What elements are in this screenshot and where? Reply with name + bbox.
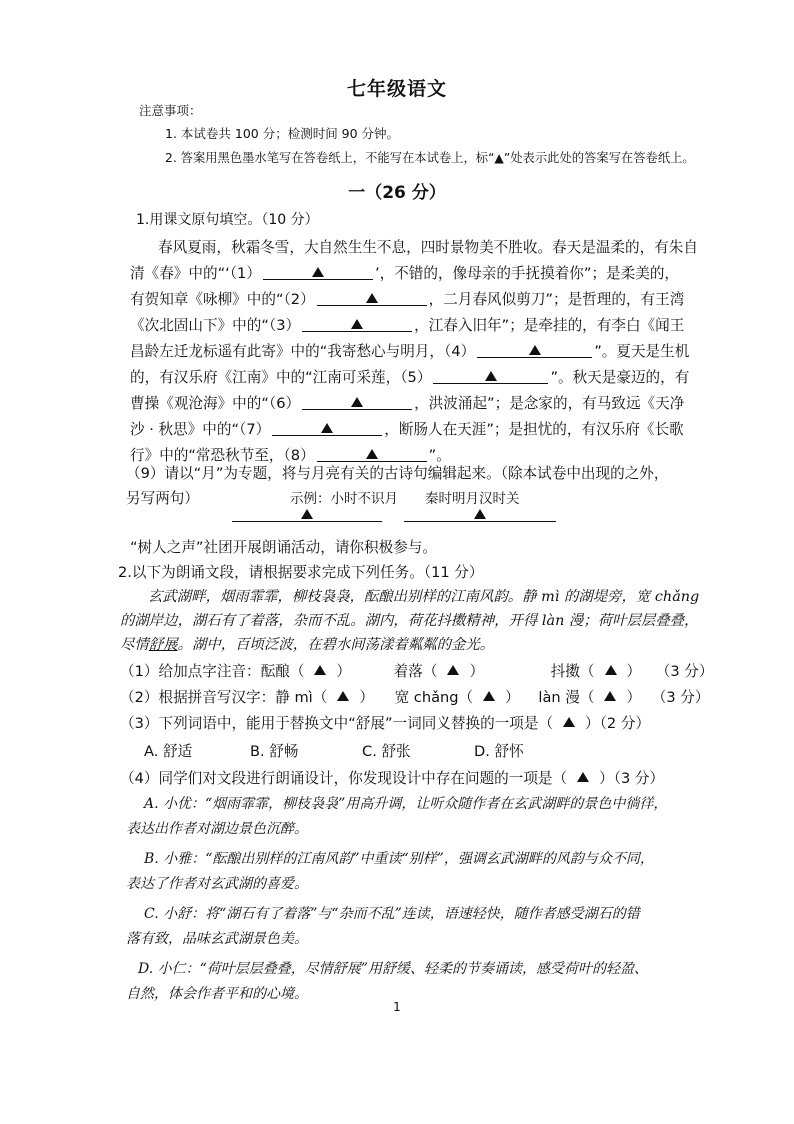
q1-line-2 [130,262,679,283]
q1-line-5 [130,340,689,361]
triangle-icon [351,397,363,407]
page-number: 1 [393,1000,401,1014]
q1-line-7-a: 曹操《观沧海》中的“（6） [130,395,301,412]
notice-item-1: 1. 本试卷共 100 分；检测时间 90 分钟。 [165,126,400,141]
q2-option-b: B. 舒畅 [250,743,299,760]
club-intro: “树人之声”社团开展朗诵活动，请你积极参与。 [130,539,437,556]
q1-line-4 [130,314,684,335]
q2-s2-close-2: ） [505,689,520,706]
choice-b-line-2: 表达了作者对玄武湖的喜爱。 [126,876,308,892]
blank-6[interactable] [302,395,412,410]
q2-s1-label-3: 抖擞（ [550,663,595,680]
q2-s2-close-3: ） [626,689,642,706]
choice-d-line-1: D. 小仁：“荷叶层层叠叠，尽情舒展”用舒缓、轻柔的节奏诵读，感受荷叶的轻盈、 [138,961,648,977]
q1-line-4-b: ，江春入旧年”；是牵挂的，有李白《闻王 [414,317,685,334]
triangle-icon [366,293,378,303]
triangle-icon [577,772,589,782]
q2-sub-1 [120,660,713,681]
section-1-heading: 一（26 分） [348,183,446,203]
q1-line-1: 春风夏雨，秋霜冬雪，大自然生生不息，四时景物美不胜收。春天是温柔的，有朱自 [158,239,698,256]
q1-line-9-b: ”。 [428,447,451,464]
triangle-icon [485,371,497,381]
q2-passage-line-3 [120,633,494,654]
q2-s4-text: （4）同学们对文段进行朗诵设计，你发现设计中存在问题的一项是（ [120,770,568,787]
q1-line-3-b: ，二月春风似剪刀”；是哲理的，有王湾 [428,291,685,308]
q1-line-6-a: 的，有汉乐府《江南》中的“江南可采莲，（5） [130,369,432,386]
q2-passage-3-a: 尽情 [120,637,149,653]
q1-part-9-line-2: 另写两句） [126,490,199,507]
q2-prompt: 2.以下为朗诵文段，请根据要求完成下列任务。（11 分） [118,564,484,581]
triangle-icon [474,509,486,519]
q2-option-a: A. 舒适 [144,743,193,760]
blank-2[interactable] [317,291,427,306]
q1-part-9-line-1: （9）请以“月”为专题，将与月亮有关的古诗句编辑起来。（除本试卷中出现的之外， [126,465,669,482]
q2-s2-close: ） [359,689,374,706]
triangle-icon [483,691,495,701]
q1-line-4-a: 《次北固山下》中的“（3） [130,317,301,334]
triangle-icon [604,691,616,701]
blank-4[interactable] [477,343,592,358]
triangle-icon [563,717,575,727]
triangle-icon [529,345,541,355]
triangle-icon [314,665,326,675]
q2-s1-label-2: 着落（ [393,663,438,680]
blank-1[interactable] [263,265,373,280]
q1-line-8 [130,418,684,439]
q2-option-c: C. 舒张 [362,743,411,760]
blank-7[interactable] [272,421,382,436]
triangle-icon [301,509,313,519]
page-title: 七年级语文 [346,78,447,100]
underlined-word: 舒展 [148,637,178,653]
q1-line-7-b: ，洪波涌起”；是念家的，有马致远《天净 [414,395,685,412]
choice-c-line-1: C. 小舒：将“湖石有了着落”与“杂而不乱”连读，语速轻快，随作者感受湖石的错 [144,906,640,922]
q2-s2-label-3: làn 漫（ [538,689,595,706]
q2-passage-line-1: 玄武湖畔，烟雨霏霏，柳枝袅袅，酝酿出别样的江南风韵。静 mì 的湖堤旁，宽 chǎng [148,589,700,605]
q2-option-d: D. 舒怀 [474,743,524,760]
q1-line-5-a: 昌龄左迁龙标遥有此寄》中的“我寄愁心与明月，（4） [130,343,476,360]
q1-line-5-b: ”。夏天是生机 [594,343,690,360]
poem-blank-1[interactable] [232,507,382,522]
triangle-icon [312,267,324,277]
q2-s1-close-3: ） [626,663,642,680]
blank-5[interactable] [433,369,548,384]
q2-sub-2 [120,686,709,707]
q2-s1-close: ） [336,663,352,680]
triangle-icon [447,665,459,675]
q1-line-3 [130,288,684,309]
q1-line-6-b: ”。秋天是豪迈的，有 [550,369,690,386]
q2-passage-line-2: 的湖岸边，湖石有了着落，杂而不乱。湖内，荷花抖擞精神，开得 làn 漫；荷叶层层叠叠， [120,613,699,629]
q2-s2-label: （2）根据拼音写汉字：静 mì（ [120,689,328,706]
triangle-icon [337,691,349,701]
notice-heading: 注意事项： [139,103,202,118]
q1-line-6 [130,366,689,387]
q2-s3-score: ）（2 分） [585,715,651,732]
q2-s1-close-2: ） [469,663,485,680]
q2-s3-text: （3）下列词语中，能用于替换文中“舒展”一词同义替换的一项是（ [120,715,554,732]
q1-line-8-b: ，断肠人在天涯”；是担忧的，有汉乐府《长歌 [384,421,684,438]
q2-s4-score: ）（3 分） [599,770,665,787]
q1-line-7 [130,392,684,413]
blank-3[interactable] [302,317,412,332]
q2-s1-label: （1）给加点字注音：酝酿（ [120,663,305,680]
triangle-icon [605,665,617,675]
q2-s2-label-2: 宽 chǎng（ [394,689,474,706]
q1-line-2-b: ’，不错的，像母亲的手抚摸着你”；是柔美的， [374,265,680,282]
q1-line-3-a: 有贺知章《咏柳》中的“（2） [130,291,315,308]
poem-blank-2[interactable] [404,507,556,522]
q1-example: 示例：小时不识月 秦时明月汉时关 [290,491,520,507]
choice-a-line-2: 表达出作者对湖边景色沉醉。 [126,821,308,837]
triangle-icon [321,423,333,433]
choice-a-line-1: A. 小优：“烟雨霏霏，柳枝袅袅”用高升调，让听众随作者在玄武湖畔的景色中徜徉， [144,796,668,812]
triangle-icon [366,449,378,459]
choice-c-line-2: 落有致，品味玄武湖景色美。 [126,931,308,947]
choice-d-line-2: 自然，体会作者平和的心境。 [126,986,308,1002]
q2-sub-3 [120,712,650,733]
blank-8[interactable] [317,447,427,462]
q2-passage-3-b: 。湖中，百顷泛波，在碧水间荡漾着粼粼的金光。 [177,637,495,653]
notice-item-2: 2. 答案用黑色墨水笔写在答卷纸上，不能写在本试卷上，标“▲”处表示此处的答案写在答卷纸上。 [165,151,695,165]
choice-b-line-1: B. 小雅：“酝酿出别样的江南风韵”中重读“别样”，强调玄武湖畔的风韵与众不同， [144,851,654,867]
q1-line-8-a: 沙 · 秋思》中的“（7） [130,421,271,438]
q2-s2-score: （3 分） [651,689,710,706]
triangle-icon [351,319,363,329]
q1-prompt: 1.用课文原句填空。（10 分） [136,212,319,228]
q1-line-9-a: 行》中的“常恐秋节至，（8） [130,447,315,464]
q2-s1-score: （3 分） [655,663,714,680]
q2-sub-4 [120,767,664,788]
q1-line-2-a: 清《春》中的“‘（1） [130,265,261,282]
